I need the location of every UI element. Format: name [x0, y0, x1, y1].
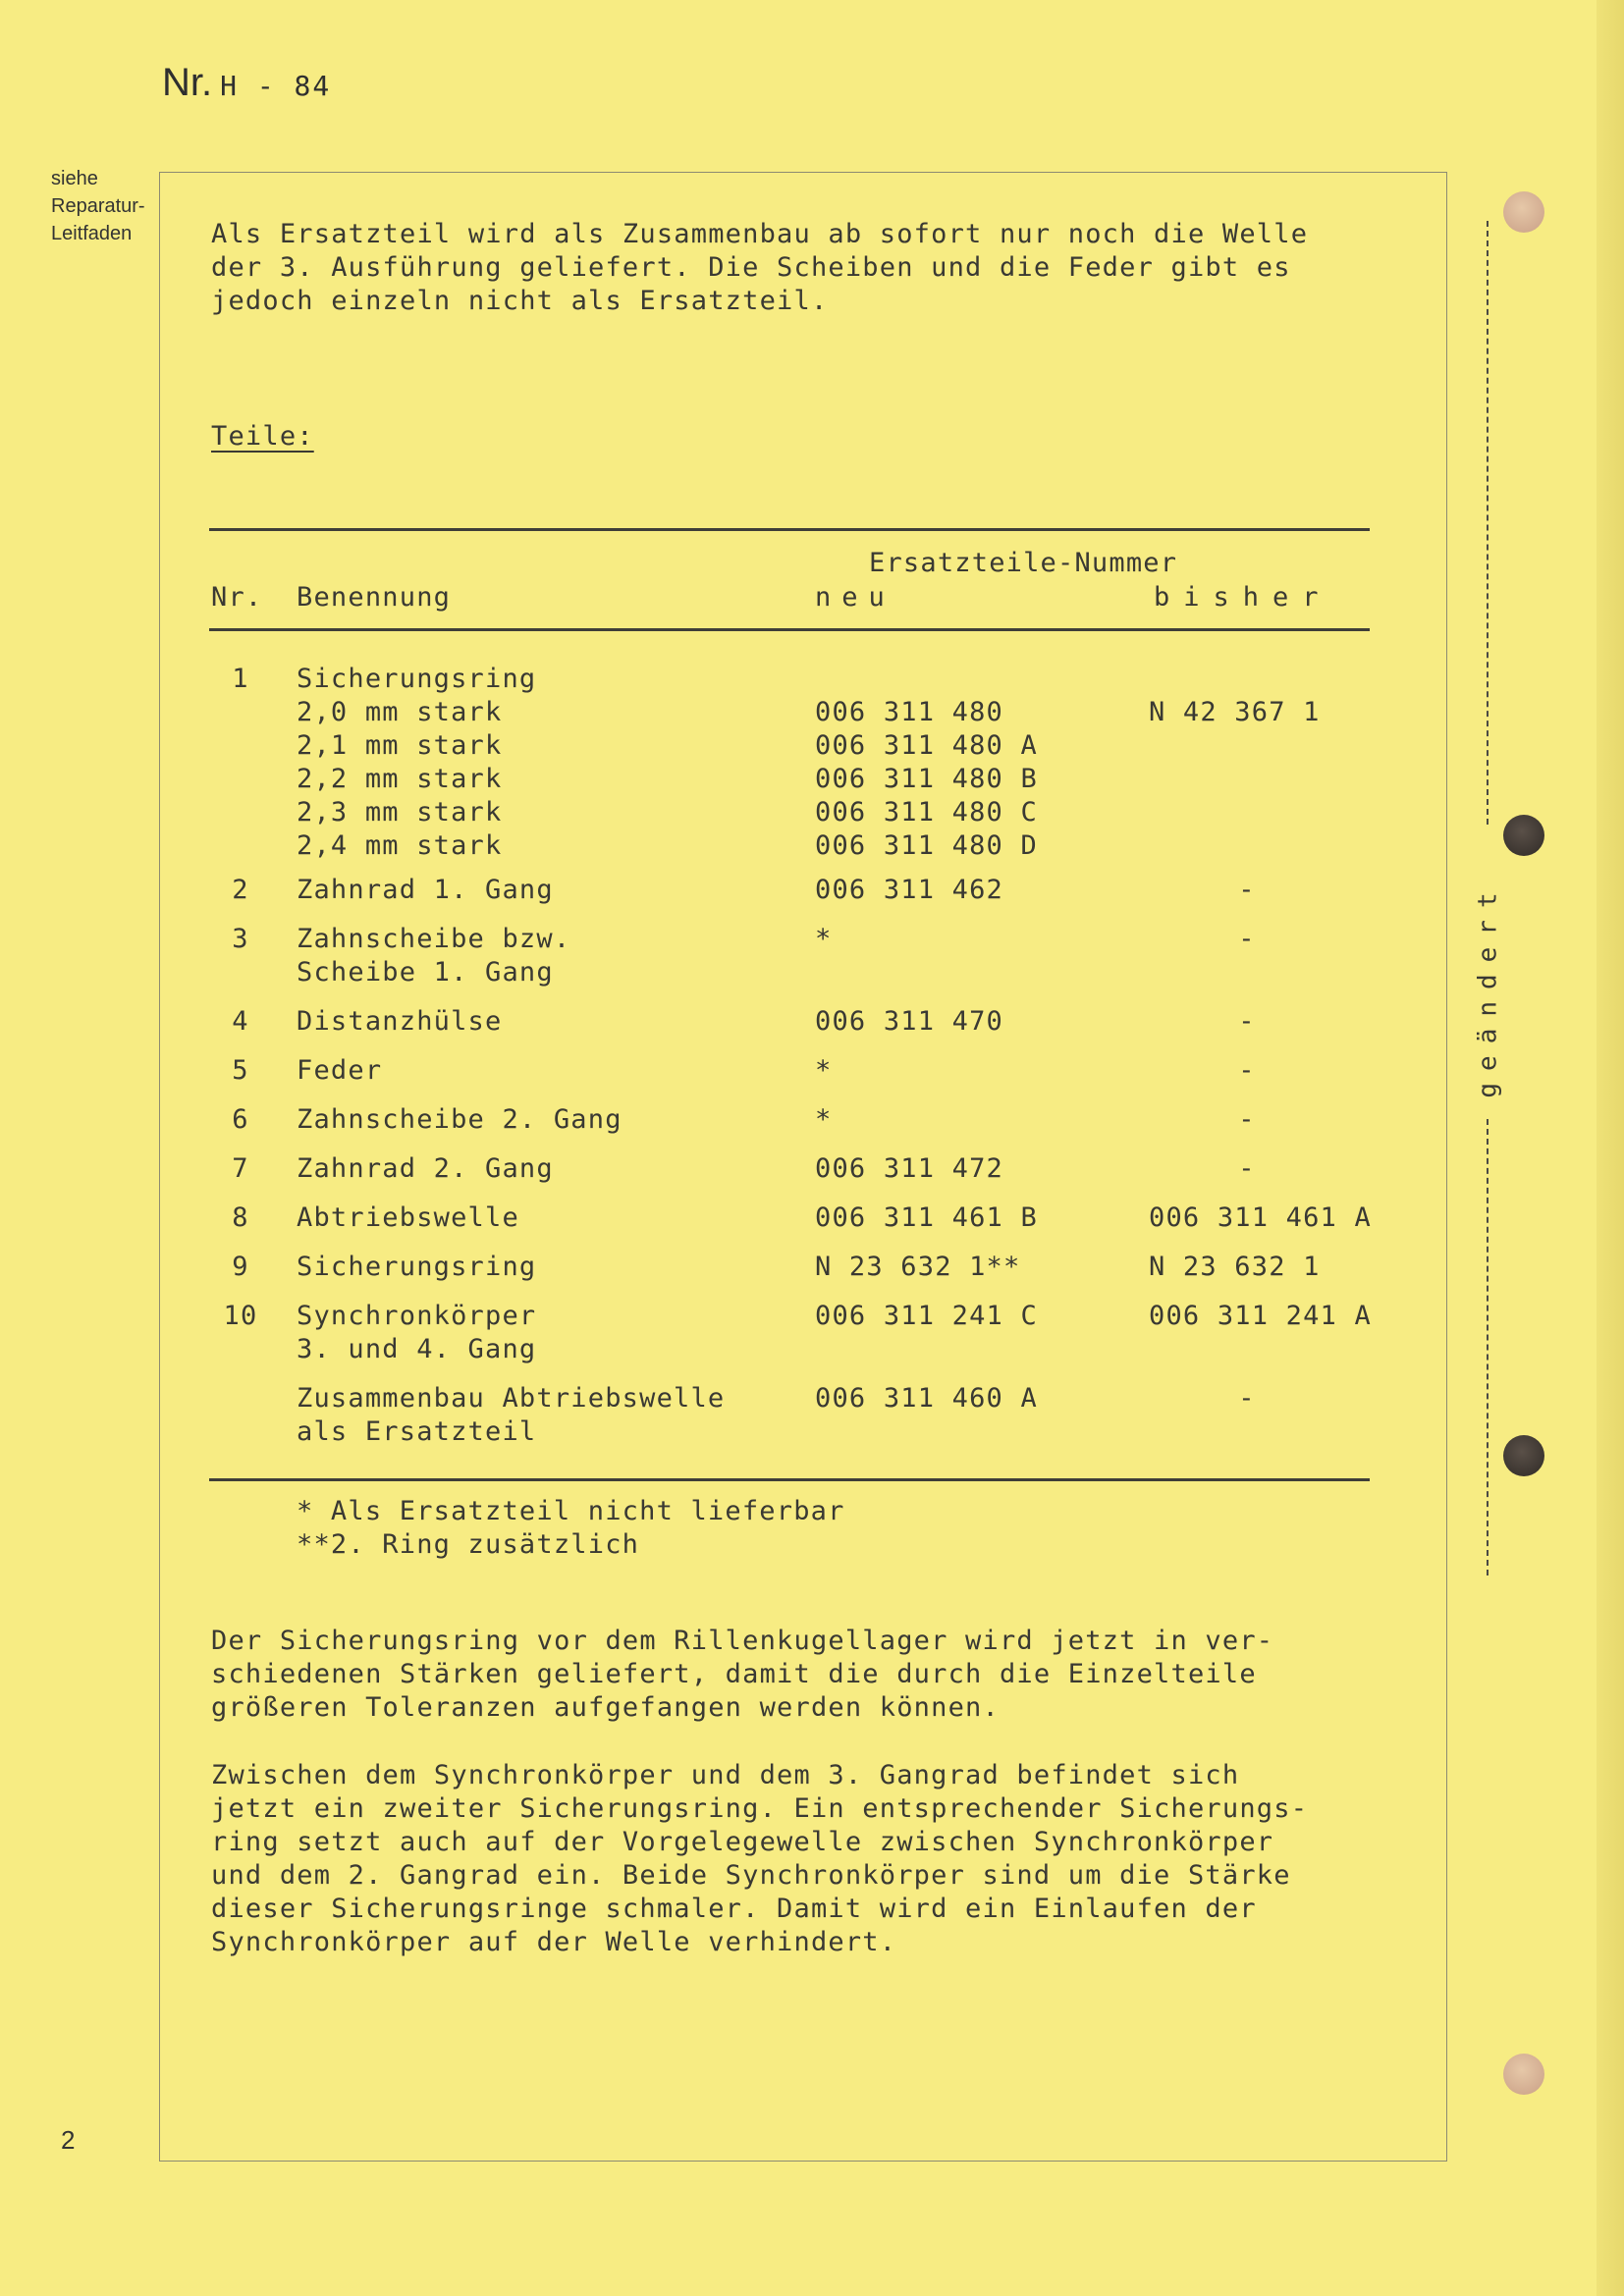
margin-stamp-text: geändert: [1474, 881, 1504, 1098]
row-neu: 006 311 461 B: [815, 1202, 1038, 1233]
row-neu: N 23 632 1**: [815, 1252, 1021, 1282]
row-neu: 006 311 480 006 311 480 A 006 311 480 B 006 311 480 C 006 311 480 D: [815, 697, 1038, 861]
row-nr: 2: [232, 875, 249, 905]
margin-dashed-line-lower: [1487, 1119, 1489, 1575]
margin-stamp: [1473, 862, 1504, 1117]
margin-dashed-line-upper: [1487, 221, 1489, 825]
intro-paragraph: Als Ersatzteil wird als Zusammenbau ab sofort nur noch die Welle der 3. Ausführung geliefert. Die Scheiben und die Feder gibt es jedoch einzeln nicht als Ersatzteil.: [211, 219, 1309, 316]
row-neu: *: [815, 1104, 833, 1135]
row-bisher: 006 311 461 A: [1149, 1202, 1372, 1233]
row-neu: 006 311 460 A: [815, 1383, 1038, 1414]
document-number-value: H - 84: [220, 70, 332, 102]
row-nr: 8: [232, 1202, 249, 1233]
page-edge: [1597, 0, 1624, 2296]
row-bisher: -: [1238, 1006, 1256, 1037]
row-neu: *: [815, 924, 833, 954]
table-header-nr: Nr.: [211, 582, 263, 613]
table-group-header: Ersatzteile-Nummer: [869, 548, 1178, 578]
table-header-neu: neu: [815, 582, 895, 613]
row-nr: 10: [223, 1301, 258, 1331]
row-bisher: N 23 632 1: [1149, 1252, 1321, 1282]
punch-hole-bottom: [1503, 2054, 1544, 2095]
table-header-bisher: bisher: [1154, 582, 1332, 613]
row-benennung: Zahnrad 1. Gang: [297, 875, 554, 905]
row-benennung: Abtriebswelle: [297, 1202, 519, 1233]
row-nr: 1: [232, 664, 249, 694]
row-benennung: Distanzhülse: [297, 1006, 503, 1037]
row-bisher: -: [1238, 1153, 1256, 1184]
punch-hole-upper-middle: [1503, 815, 1544, 856]
row-benennung: Sicherungsring 2,0 mm stark 2,1 mm stark 2,2 mm stark 2,3 mm stark 2,4 mm stark: [297, 664, 537, 861]
parts-heading: Teile:: [211, 421, 314, 452]
row-nr: 6: [232, 1104, 249, 1135]
row-bisher: -: [1238, 924, 1256, 954]
table-top-rule: [209, 528, 1370, 531]
row-bisher: N 42 367 1: [1149, 697, 1321, 727]
row-neu: 006 311 472: [815, 1153, 1004, 1184]
page-number: 2: [61, 2125, 76, 2155]
table-footnotes: * Als Ersatzteil nicht lieferbar **2. Ring zusätzlich: [297, 1496, 845, 1560]
side-note: siehe Reparatur- Leitfaden: [51, 168, 145, 244]
row-neu: *: [815, 1055, 833, 1086]
row-nr: 9: [232, 1252, 249, 1282]
row-benennung: Zahnrad 2. Gang: [297, 1153, 554, 1184]
paragraph-synchronkoerper: Zwischen dem Synchronkörper und dem 3. Gangrad befindet sich jetzt ein zweiter Sicherungsring. Ein entsprechender Sicherungs- ring setzt auch auf der Vorgelegewelle zwischen Synchronkörper und dem 2. Gangrad ein. Beide Synchronkörper sind um die Stärke dieser Sicherungsringe schmaler. Damit wird ein Einlaufen der Synchronkörper auf der Welle verhindert.: [211, 1760, 1309, 1957]
paragraph-sicherungsring: Der Sicherungsring vor dem Rillenkugellager wird jetzt in ver- schiedenen Stärken geliefert, damit die durch die Einzelteile größeren Toleranzen aufgefangen werden können.: [211, 1626, 1274, 1723]
row-bisher: -: [1238, 1383, 1256, 1414]
row-neu: 006 311 241 C: [815, 1301, 1038, 1331]
table-header-rule: [209, 628, 1370, 631]
row-neu: 006 311 462: [815, 875, 1004, 905]
row-neu: 006 311 470: [815, 1006, 1004, 1037]
punch-hole-top: [1503, 191, 1544, 233]
row-benennung: Sicherungsring: [297, 1252, 537, 1282]
row-benennung: Feder: [297, 1055, 383, 1086]
row-bisher: -: [1238, 1104, 1256, 1135]
row-nr: 3: [232, 924, 249, 954]
row-bisher: -: [1238, 875, 1256, 905]
table-header-benennung: Benennung: [297, 582, 452, 613]
row-bisher: 006 311 241 A: [1149, 1301, 1372, 1331]
punch-hole-lower-middle: [1503, 1435, 1544, 1476]
row-benennung: Synchronkörper 3. und 4. Gang: [297, 1301, 537, 1364]
row-benennung: Zahnscheibe bzw. Scheibe 1. Gang: [297, 924, 571, 988]
row-benennung: Zahnscheibe 2. Gang: [297, 1104, 623, 1135]
row-benennung: Zusammenbau Abtriebswelle als Ersatzteil: [297, 1383, 726, 1447]
row-nr: 5: [232, 1055, 249, 1086]
row-bisher: -: [1238, 1055, 1256, 1086]
row-nr: 4: [232, 1006, 249, 1037]
table-bottom-rule: [209, 1478, 1370, 1481]
document-number: [162, 61, 331, 105]
document-number-label: Nr.: [162, 61, 213, 104]
row-nr: 7: [232, 1153, 249, 1184]
